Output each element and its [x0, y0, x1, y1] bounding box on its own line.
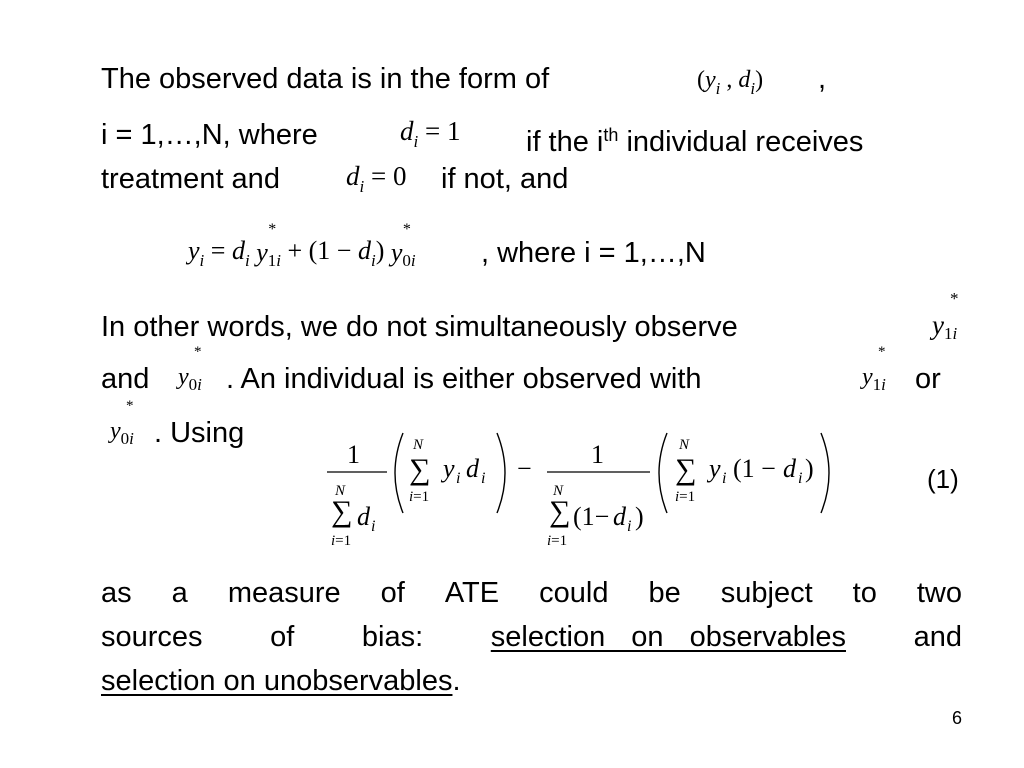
para-line3: selection on unobservables. [101, 665, 461, 697]
svg-text:): ) [635, 502, 644, 531]
page-number: 6 [951, 708, 962, 728]
equation-number: (1) [927, 464, 959, 494]
svg-text:i=1: i=1 [409, 489, 430, 505]
math-y0i-star-2: y * $_{0i}$ [110, 398, 134, 448]
svg-text:d: d [613, 502, 626, 531]
svg-text:(1 −: (1 − [733, 454, 776, 483]
svg-text:i=1: i=1 [547, 533, 568, 549]
svg-text:−: − [517, 454, 532, 483]
line1-comma: , [818, 63, 827, 95]
svg-text:N: N [335, 483, 346, 499]
svg-text:y: y [443, 454, 455, 483]
math-y1i-star: y * $_{1i}$ [932, 289, 959, 343]
svg-text:∑: ∑ [409, 453, 431, 486]
svg-text:y: y [709, 454, 721, 483]
line4-text: In other words, we do not simultaneously observe [101, 311, 738, 343]
svg-text:1: 1 [347, 440, 360, 469]
svg-text:∑: ∑ [331, 495, 353, 528]
para-line2: sources of bias: selection on observables and [101, 621, 962, 653]
svg-text:i: i [722, 470, 727, 487]
math-y1i-star-2: y * $_{1i}$ [862, 344, 886, 394]
svg-text:1: 1 [591, 440, 604, 469]
line2-if-the: if the $i^{th}$ individual receives [526, 125, 864, 158]
selection-on-unobservables: selection on unobservables [101, 665, 453, 697]
line5-and: and [101, 363, 150, 395]
math-di-equals-0: $d_i = 0$ [346, 161, 407, 196]
svg-text:∑: ∑ [675, 453, 697, 486]
line3-text: treatment and [101, 163, 280, 195]
svg-text:i: i [627, 518, 632, 535]
svg-text:∑: ∑ [549, 495, 571, 528]
svg-text:N: N [553, 483, 564, 499]
equation-ate-estimator [325, 425, 845, 555]
svg-text:): ) [805, 454, 814, 483]
svg-text:N: N [679, 437, 690, 453]
svg-text:(1−: (1− [573, 502, 610, 531]
svg-text:i=1: i=1 [331, 533, 352, 549]
line3-if-not: if not, and [441, 163, 569, 195]
line5-or: or [915, 363, 941, 395]
svg-text:d: d [466, 454, 479, 483]
math-pair-yi-di: ($y_i$ , $d_i$) [697, 67, 764, 98]
selection-on-observables: selection on observables [490, 621, 846, 653]
svg-text:i: i [481, 470, 486, 487]
math-y0i-star: y * $_{0i}$ [178, 344, 202, 394]
math-outcome-equation: $y_i = d_i$ y * $_{1i} + (1 - d_i)$ y * $_{0i}$ [188, 221, 416, 270]
line6-using: . Using [154, 417, 245, 449]
svg-text:i: i [371, 518, 376, 535]
svg-text:i=1: i=1 [675, 489, 696, 505]
para-line1: as a measure of ATE could be subject to two [101, 577, 962, 609]
eq-where-text: , where i = 1,…,N [481, 237, 706, 269]
svg-text:N: N [413, 437, 424, 453]
math-di-equals-1: $d_i = 1$ [400, 116, 461, 151]
line1-text: The observed data is in the form of [101, 63, 550, 95]
line2-text: i = 1,…,N, where [101, 119, 318, 151]
svg-text:d: d [783, 454, 796, 483]
line5-text: . An individual is either observed with [226, 363, 702, 395]
svg-text:i: i [798, 470, 803, 487]
svg-text:d: d [357, 502, 370, 531]
svg-text:i: i [456, 470, 461, 487]
